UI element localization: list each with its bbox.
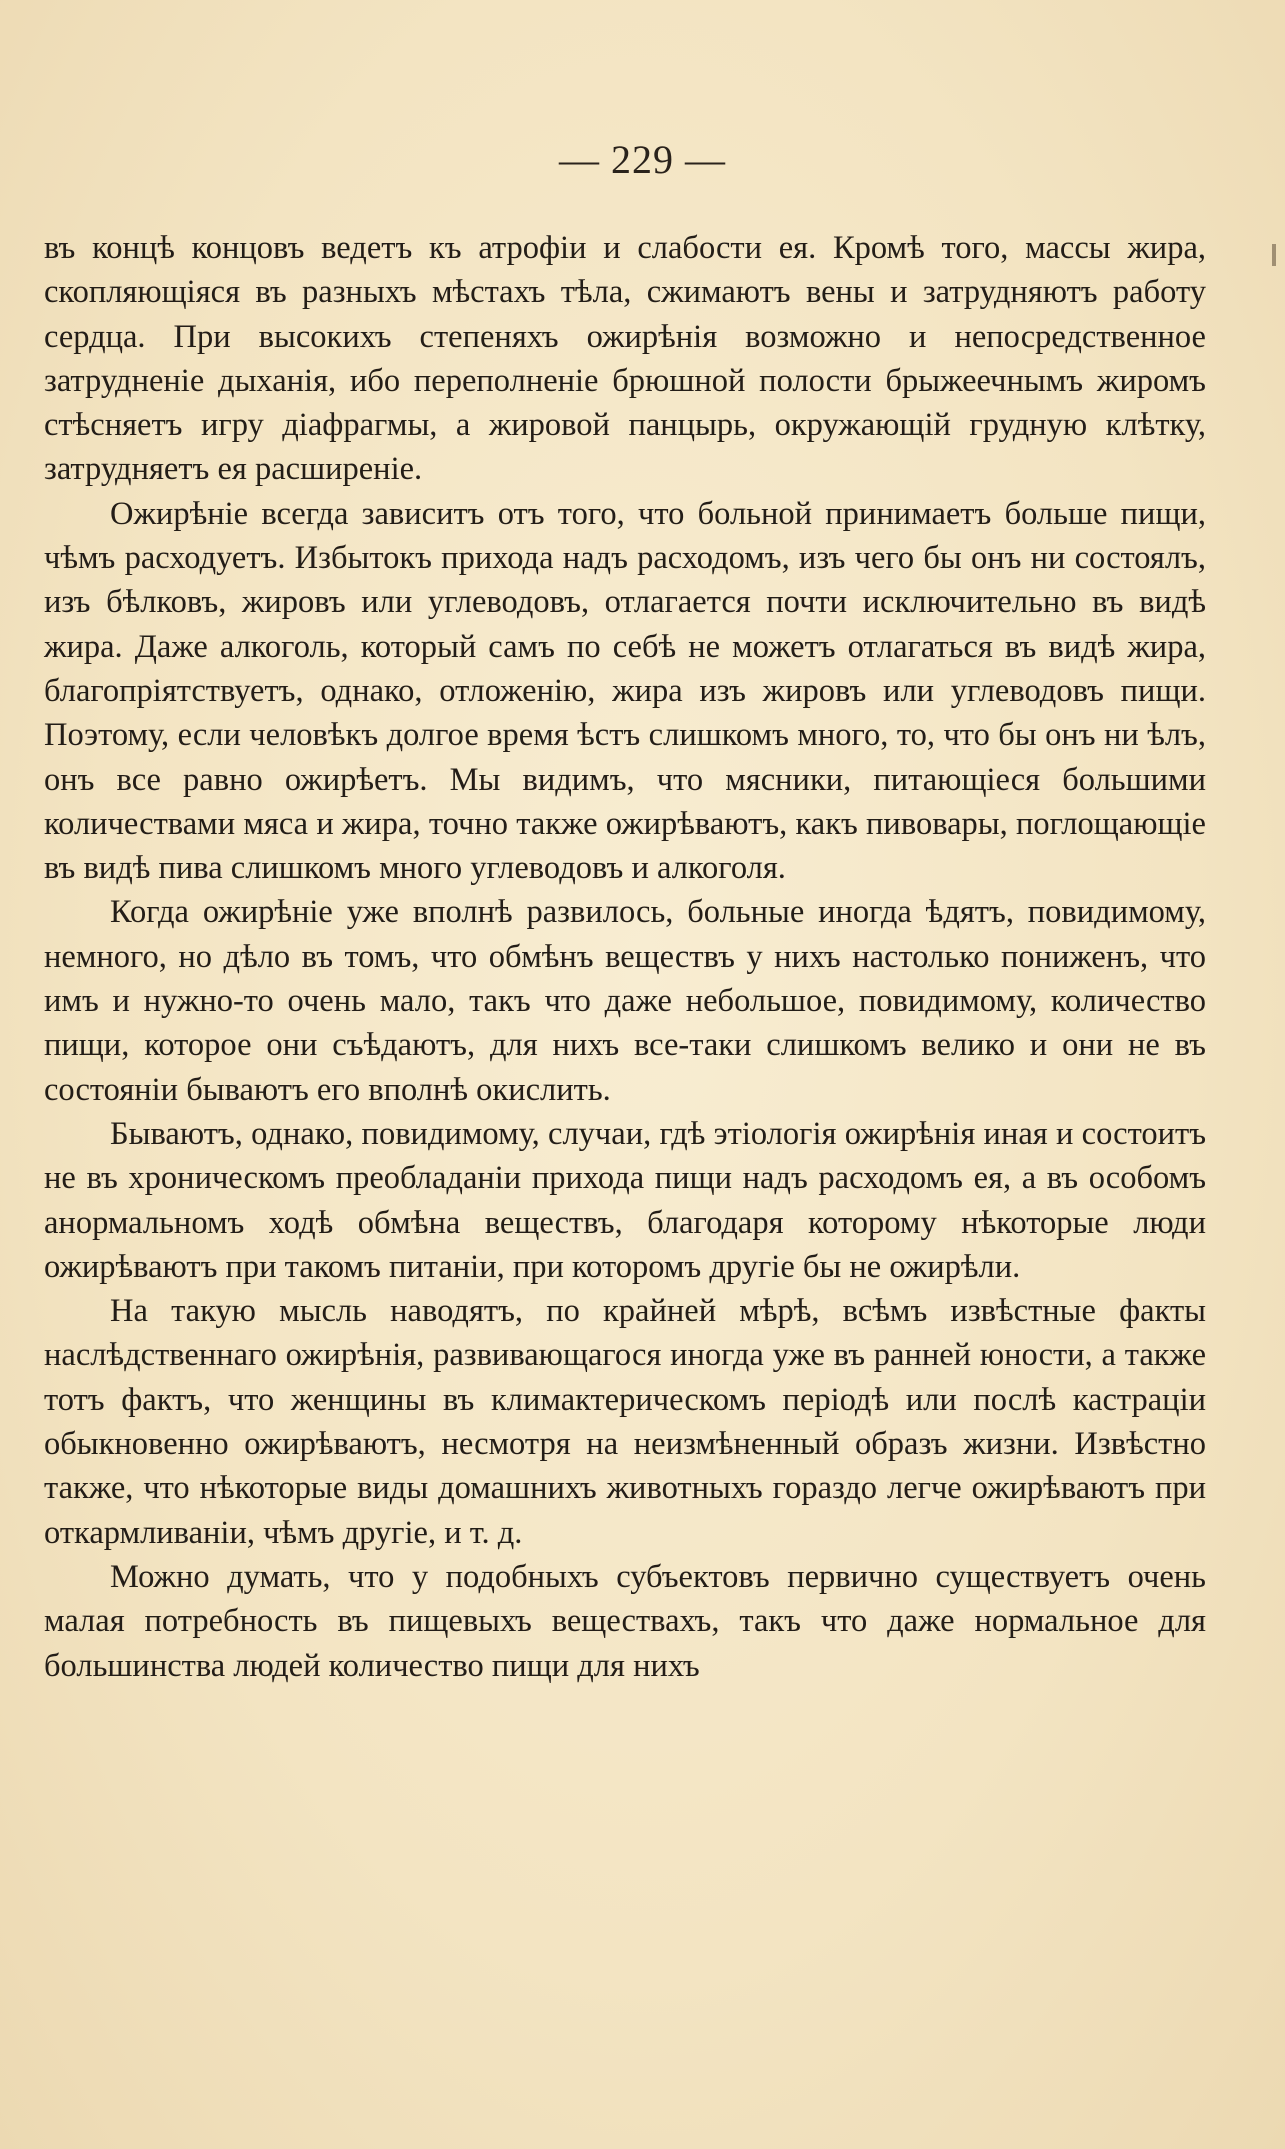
- paragraph-1: въ концѣ концовъ ведетъ къ атрофіи и слабости ея. Кромѣ того, массы жира, скопляющіяся въ разныхъ мѣстахъ тѣла, сжимаютъ вены и затрудняютъ работу сердца. При высокихъ степеняхъ ожирѣнія возможно и непосредственное затрудненіе дыханія, ибо переполненіе брюшной полости брыжеечнымъ жиромъ стѣсняетъ игру діафрагмы, а жировой панцырь, окружающій грудную клѣтку, затрудняетъ ея расширеніе.: [44, 230, 1206, 488]
- paragraph-4: Бываютъ, однако, повидимому, случаи, гдѣ этіологія ожирѣнія иная и состоитъ не въ хроническомъ преобладаніи прихода пищи надъ расходомъ ея, а въ особомъ анормальномъ ходѣ обмѣна веществъ, благодаря которому нѣкоторые люди ожирѣваютъ при такомъ питаніи, при которомъ другіе бы не ожирѣли.: [44, 1115, 1206, 1285]
- paragraph-2: Ожирѣніе всегда зависитъ отъ того, что больной принимаетъ больше пищи, чѣмъ расходуетъ. Избытокъ прихода надъ расходомъ, изъ чего бы онъ ни состоялъ, изъ бѣлковъ, жировъ или углеводовъ, отлагается почти исключительно въ видѣ жира. Даже алкоголь, который самъ по себѣ не можетъ отлагаться въ видѣ жира, благопріятствуетъ, однако, отложенію, жира изъ жировъ или углеводовъ пищи. Поэтому, если человѣкъ долгое время ѣстъ слишкомъ много, то, что бы онъ ни ѣлъ, онъ все равно ожирѣетъ. Мы видимъ, что мясники, питающіеся большими количествами мяса и жира, точно также ожирѣваютъ, какъ пивовары, поглощающіе въ видѣ пива слишкомъ много углеводовъ и алкоголя.: [44, 495, 1206, 887]
- body-text: [44, 226, 1206, 1688]
- paragraph-6: Можно думать, что у подобныхъ субъектовъ первично существуетъ очень малая потребность въ пищевыхъ веществахъ, такъ что даже нормальное для большинства людей количество пищи для нихъ: [44, 1558, 1206, 1684]
- paragraph-5: На такую мысль наводятъ, по крайней мѣрѣ, всѣмъ извѣстные факты наслѣдственнаго ожирѣнія, развивающагося иногда уже въ ранней юности, а также тотъ фактъ, что женщины въ климактерическомъ періодѣ или послѣ кастраціи обыкновенно ожирѣваютъ, несмотря на неизмѣненный образъ жизни. Извѣстно также, что нѣкоторые виды домашнихъ животныхъ гораздо легче ожирѣваютъ при откармливаніи, чѣмъ другіе, и т. д.: [44, 1293, 1206, 1551]
- page-number: — 229 —: [559, 137, 726, 182]
- paragraph-3: Когда ожирѣніе уже вполнѣ развилось, больные иногда ѣдятъ, повидимому, немного, но дѣло въ томъ, что обмѣнъ веществъ у нихъ настолько пониженъ, что имъ и нужно-то очень мало, такъ что даже небольшое, повидимому, количество пищи, которое они съѣдаютъ, для нихъ все-таки слишкомъ велико и они не въ состояніи бываютъ его вполнѣ окислить.: [44, 894, 1206, 1108]
- margin-ink-mark: [1272, 244, 1276, 266]
